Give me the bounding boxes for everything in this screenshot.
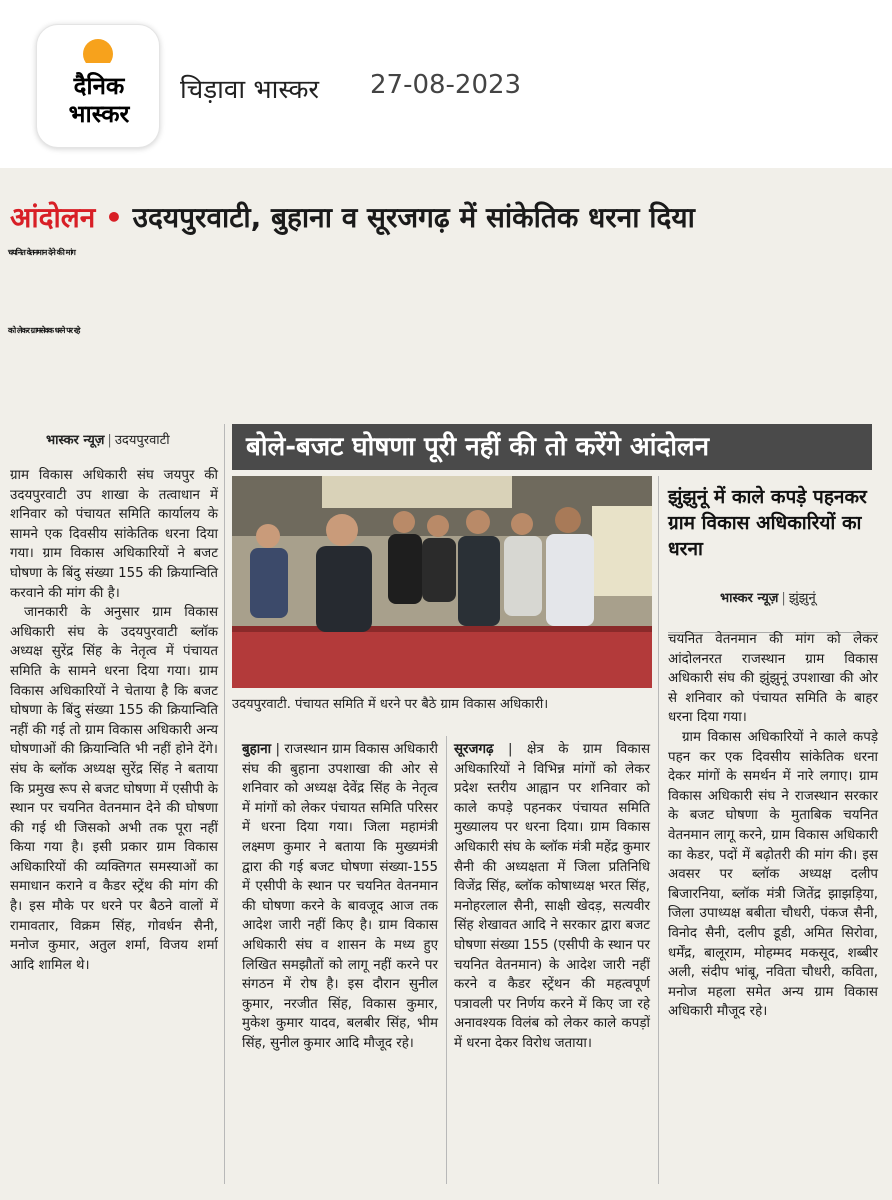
surajgarh-column-text (454, 740, 650, 1054)
byline-place: झुंझुनूं (788, 591, 816, 606)
left-paragraph-2: जानकारी के अनुसार ग्राम विकास अधिकारी संघ के उदयपुरवाटी ब्लॉक अध्यक्ष सुरेंद्र सिंह के नेतृत्व में पंचायत समिति के सामने धरना दिया गया। ग्राम विकास अधिकारियों ने चेताया है कि बजट घोषणा के बिंदु संख्या 155 की क्रियान्विति नहीं की गई तो ग्राम विकास अधिकारी अन्य घोषणाओं की क्रियान्विति भी नहीं होने देंगे। संघ के ब्लॉक अध्यक्ष सुरेंद्र सिंह ने बताया कि प्रमुख रूप से बजट घोषणा में एसीपी के स्थान पर चयनित वेतनमान देने की घोषणा की गई थी जिसको अभी तक पूरा नहीं किया गया है। इसी प्रकार ग्राम विकास अधिकारियों की व्यक्तिगत समस्याओं का समाधान कराने व कैडर स्ट्रेंथ की मांग की है। इस मौके पर धरने पर बैठने वालों में रामावतार, विक्रम सिंह, गोवर्धन सैनी, मनोज कुमार, अतुल शर्मा, विजय शर्मा आदि शामिल थे। (10, 605, 218, 973)
kicker-text: उदयपुरवाटी, बुहाना व सूरजगढ़ में सांकेतिक धरना दिया (132, 201, 695, 234)
surajgarh-separator: | (507, 742, 513, 757)
edition-date: 27-08-2023 (370, 70, 522, 100)
kicker-label: आंदोलन (10, 201, 96, 234)
photo-illustration (232, 476, 652, 688)
edition-name: चिड़ावा भास्कर (180, 75, 320, 105)
dharna-photo (232, 476, 652, 688)
jhunjhunu-column-text (668, 630, 878, 1022)
app-header (0, 0, 892, 168)
photo-caption: उदयपुरवाटी. पंचायत समिति में धरने पर बैठे ग्राम विकास अधिकारी। (232, 697, 549, 712)
column-divider-2 (446, 736, 447, 1184)
byline-agency: भास्कर न्यूज़ (46, 433, 105, 448)
headline-line-1: चयनित वेतनमान देने की मांग (8, 248, 75, 257)
column-divider-4 (658, 476, 659, 1184)
left-column-text (10, 466, 218, 975)
jhunjhunu-byline (720, 588, 816, 606)
jhunjhunu-title: झुंझुनूं में काले कपड़े पहनकर ग्राम विकास अधिकारियों का धरना (668, 486, 867, 560)
jhunjhunu-paragraph-1: चयनित वेतनमान की मांग को लेकर आंदोलनरत राजस्थान ग्राम विकास अधिकारी संघ की झुंझुनूं उपशाखा की ओर से शनिवार को पंचायत समिति के बाहर धरना दिया गया। (668, 632, 878, 726)
left-paragraph-1: ग्राम विकास अधिकारी संघ जयपुर की उदयपुरवाटी उप शाखा के तत्वाधान में शनिवार को पंचायत समिति कार्यालय के सामने एक दिवसीय सांकेतिक धरना दिया गया। ग्राम विकास अधिकारियों ने बजट घोषणा के बिंदु संख्या 155 की क्रियान्विति करवाने की मांग की है। (10, 468, 218, 601)
kicker-bullet: • (105, 201, 123, 234)
buhana-text: राजस्थान ग्राम विकास अधिकारी संघ की बुहाना उपशाखा की ओर से शनिवार को अध्यक्ष देवेंद्र सिंह के नेतृत्व में मांगों को लेकर पंचायत समिति परिसर में धरना दिया गया। जिला महामंत्री लक्ष्मण कुमार ने बताया कि मुख्यमंत्री द्वारा की गई बजट घोषणा संख्या-155 में एसीपी के स्थान पर चयनित वेतनमान की घोषणा करने के बावजूद आज तक आदेश जारी नहीं किए है। ग्राम विकास अधिकारी संघ व शासन के मध्य हुए लिखित समझौतों को लागू नहीं करने पर संगठन में रोष है। इस दौरान सुनील कुमार, नरजीत सिंह, विकास कुमार, मुकेश कुमार यादव, बलबीर सिंह, भीम सिंह, सुनील कुमार आदि मौजूद रहे। (242, 742, 438, 1051)
headline-line-2: को लेकर ग्रामसेवक धरने पर रहे (8, 326, 80, 335)
logo-text-line2: भास्कर (68, 100, 130, 128)
kicker-line (10, 198, 695, 236)
subheadline-bar: बोले-बजट घोषणा पूरी नहीं की तो करेंगे आंदोलन (232, 424, 872, 470)
dainik-bhaskar-logo[interactable] (36, 24, 160, 148)
buhana-place: बुहाना (242, 742, 272, 757)
byline-separator: | (107, 433, 112, 448)
logo-text-line1: दैनिक (73, 72, 125, 100)
surajgarh-text: क्षेत्र के ग्राम विकास अधिकारियों ने विभिन्न मांगों को लेकर प्रदेश स्तरीय आह्वान पर शनिवार को काले कपड़े पहनकर पंचायत समिति मुख्यालय पर धरना दिया। ग्राम विकास अधिकारी संघ के ब्लॉक मंत्री महेंद्र कुमार सैनी की अध्यक्षता में जिला प्रतिनिधि विजेंद्र सिंह, ब्लॉक कोषाध्यक्ष भरत सिंह, मनोहरलाल सैनी, साक्षी खेदड़, सत्यवीर सिंह शेखावत आदि ने सरकार द्वारा बजट घोषणा संख्या 155 (एसीपी के स्थान पर चयनित वेतनमान) के आदेश जारी नहीं करने व कैडर स्ट्रेंथन की महत्वपूर्ण पत्रावली पर निर्णय करने में किए जा रहे अनावश्यक विलंब को लेकर काले कपड़ों में धरना देकर विरोध जताया। (454, 742, 651, 1051)
surajgarh-place: सूरजगढ़ (454, 742, 494, 757)
left-byline (46, 430, 170, 448)
newspaper-clipping (0, 168, 892, 1200)
jhunjhunu-paragraph-2: ग्राम विकास अधिकारियों ने काले कपड़े पहन कर एक दिवसीय सांकेतिक धरना देकर मांगों के समर्थन में नारे लगाए। ग्राम विकास अधिकारी संघ ने राजस्थान सरकार के बजट घोषणा के मुताबिक चयनित वेतनमान लागू करने, ग्राम विकास अधिकारी का केडर, पदों में बढ़ोतरी की मांग की। इस अवसर पर ब्लॉक अध्यक्ष दलीप बिजारनिया, ब्लॉक मंत्री जितेंद्र झाझड़िया, जिला उपाध्यक्ष बबीता चौधरी, पंकज सैनी, विनोद सैनी, दलीप डूडी, अमित सिरोवा, धर्मेंद्र, बालूराम, मोहम्मद मकसूद, शब्बीर अली, संदीप भांबू, नविता चौधरी, कविता, मनोज महला समेत अन्य ग्राम विकास अधिकारी मौजूद रहे। (668, 729, 878, 1020)
sun-icon (83, 39, 113, 69)
byline-place: उदयपुरवाटी (114, 433, 170, 448)
byline-separator: | (781, 591, 786, 606)
byline-agency: भास्कर न्यूज़ (720, 591, 779, 606)
buhana-column-text (242, 740, 438, 1054)
buhana-separator: | (275, 742, 280, 757)
column-divider-1 (224, 424, 225, 1184)
